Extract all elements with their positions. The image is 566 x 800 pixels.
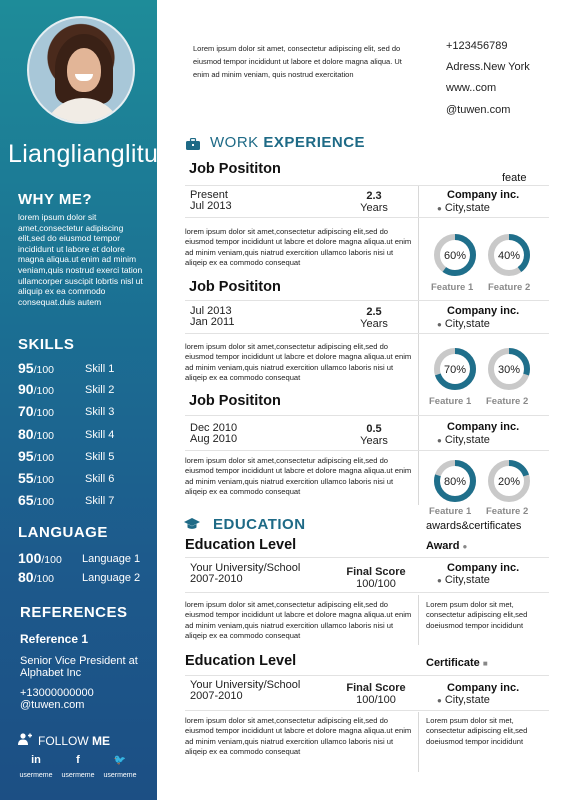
divider [185,675,549,676]
education-description: lorem ipsum dolor sit amet,consectetur adipiscing elit,sed do eiusmod tempor incididunt ut labcre et dolore magna aliqua.ut enim ad minim veniam,quis niatrud exercition ullamco laboris nisi ut aliqeip ex ea commodo consequat [185,600,412,641]
facebook-icon: f [76,754,80,766]
language-row: 80/100 Language 2 [18,569,141,585]
user-icon [18,733,32,748]
company-location: ● City,state [437,202,490,214]
column-divider [418,185,419,505]
social-username: usermeme [61,772,95,779]
divider [185,592,549,593]
skill-row: 95/100 Skill 1 [18,360,115,376]
skill-score: 80 [18,426,34,442]
company-name: Company inc. [447,189,520,201]
awards-certificates-heading: awards&certificates [426,520,522,532]
column-divider [418,595,419,645]
award-description: Lorem psum dolor sit met, consectetur adipiscing elit,sed doeiusmod tempor incididunt [426,600,528,630]
divider [185,450,549,451]
skill-row: 95/100 Skill 5 [18,448,115,464]
language-score: 100 [18,550,42,566]
facebook-link[interactable] [58,754,98,779]
donut-value: 20% [497,476,521,488]
donut-value: 30% [497,364,521,376]
skill-row: 55/100 Skill 6 [18,470,115,486]
twitter-link[interactable] [100,754,140,779]
skill-score: 95 [18,360,34,376]
feature-note: feate [502,172,527,184]
company-location: ● City,state [437,318,490,330]
company-location: ● City,state [437,694,490,706]
location-pin-icon: ● [437,696,442,705]
social-username: usermeme [103,772,137,779]
skill-row: 90/100 Skill 2 [18,381,115,397]
donut-value: 40% [497,250,521,262]
follow-me-heading: FOLLOW ME [18,733,110,748]
contact-email[interactable]: @tuwen.com [446,104,511,116]
job-duration: 2.5 Years [360,306,388,330]
linkedin-link[interactable] [16,754,56,779]
donut-value: 80% [443,476,467,488]
divider [185,710,549,711]
divider [185,557,549,558]
location-pin-icon: ● [437,320,442,329]
language-label: Language 1 [82,553,141,565]
company-location: ● City,state [437,434,490,446]
linkedin-icon: in [31,754,41,766]
final-score: Final Score 100/100 [346,566,406,590]
education-level: Education Level [185,653,297,669]
why-me-text: lorem ipsum dolor sit amet,consectetur adipiscing elit,sed do eiusmod tempor incididunt ut labore et dolore magna aliqua.ut enim ad minim veniam,quis nostrud exerci tation ullamcorper suscipit lobrtis nisl ut aliquip ex ea commodo consequat.duis autem [18,212,143,307]
reference-phone: +13000000000 [20,687,94,699]
column-divider [418,712,419,772]
skill-score: 95 [18,448,34,464]
skill-label: Skill 4 [85,429,115,441]
feature-1-donut [432,232,478,278]
feature-1-donut [432,458,478,504]
feature-2-donut [486,346,532,392]
company-name: Company inc. [447,421,520,433]
feature-label: Feature 1 [431,282,474,293]
language-heading: LANGUAGE [18,524,108,541]
twitter-icon: 🐦 [113,755,127,766]
job-duration: 0.5 Years [360,423,388,447]
divider [185,415,549,416]
language-row: 100/100 Language 1 [18,550,141,566]
award-icon: ● [462,542,468,551]
profile-photo [27,16,135,124]
language-label: Language 2 [82,572,141,584]
divider [185,300,549,301]
job-description: lorem ipsum dolor sit amet,consectetur adipiscing elit,sed do eiusmod tempor incididunt ut labcre et dolore magna aliqua.ut enim ad minim veniam,quis niatrud exercition ullamco laboris nisi ut aliqeip ex ea commodo consequat [185,227,412,268]
intro-text: Lorem ipsum dolor sit amet, consectetur adipiscing elit, sed do eiusmod tempor incididunt ut labore et dolore magna aliqua. Ut enim ad minim veniam, quis nostrud exercitation [193,44,402,79]
job-title: Job Posititon [189,393,281,409]
education-heading: EDUCATION [213,516,306,533]
donut-value: 60% [443,250,467,262]
work-experience-heading: WORK EXPERIENCE [210,134,366,151]
company-name: Company inc. [447,562,520,574]
social-username: usermeme [19,772,53,779]
reference-role: Senior Vice President at Alphabet Inc [20,655,138,679]
skill-label: Skill 1 [85,363,115,375]
feature-2-donut [486,232,532,278]
contact-website[interactable]: www..com [446,82,497,94]
donut-value: 70% [443,364,467,376]
references-heading: REFERENCES [20,604,128,621]
skill-label: Skill 5 [85,451,115,463]
skill-score: 65 [18,492,34,508]
location-pin-icon: ● [437,576,442,585]
company-location: ● City,state [437,574,490,586]
skill-row: 65/100 Skill 7 [18,492,115,508]
reference-title: Reference 1 [20,632,89,646]
skill-label: Skill 3 [85,406,115,418]
divider [185,333,549,334]
award-heading: Award ● [426,540,468,552]
education-level: Education Level [185,537,297,553]
feature-label: Feature 1 [429,506,472,517]
location-pin-icon: ● [437,436,442,445]
feature-label: Feature 1 [429,396,472,407]
sidebar [0,0,157,800]
job-title: Job Posititon [189,279,281,295]
certificate-heading: Certificate ■ [426,657,488,669]
skill-label: Skill 2 [85,384,115,396]
reference-contact [20,688,150,711]
company-name: Company inc. [447,305,520,317]
company-name: Company inc. [447,682,520,694]
feature-1-donut [432,346,478,392]
job-description: lorem ipsum dolor sit amet,consectetur adipiscing elit,sed do eiusmod tempor incididunt ut labcre et dolore magna aliqua.ut enim ad minim veniam,quis niatrud exercition ullamco laboris nisi ut aliqeip ex ea commodo consequat [185,342,412,383]
candidate-name: Lianglianglitu [8,140,159,168]
job-dates: Jul 2013 Jan 2011 [190,305,235,328]
skill-score: 55 [18,470,34,486]
skill-score: 90 [18,381,34,397]
school-info: Your University/School 2007-2010 [190,562,301,585]
job-title: Job Posititon [189,161,281,177]
graduation-cap-icon [184,517,198,529]
job-dates: Dec 2010 Aug 2010 [190,422,238,445]
job-description: lorem ipsum dolor sit amet,consectetur adipiscing elit,sed do eiusmod tempor incididunt ut labcre et dolore magna aliqua.ut enim ad minim veniam,quis niatrud exercition ullamco laboris nisi ut aliqeip ex ea commodo consequat [185,456,412,497]
skills-heading: SKILLS [18,336,75,353]
briefcase-icon [186,137,200,149]
why-me-heading: WHY ME? [18,191,93,208]
final-score: Final Score 100/100 [346,682,406,706]
feature-label: Feature 2 [486,396,529,407]
feature-label: Feature 2 [486,506,529,517]
job-duration: 2.3 Years [360,190,388,214]
skill-row: 70/100 Skill 3 [18,403,115,419]
job-dates: Present Jul 2013 [190,189,232,212]
skill-row: 80/100 Skill 4 [18,426,115,442]
skill-label: Skill 6 [85,473,115,485]
divider [185,185,549,186]
reference-email: @tuwen.com [20,698,85,711]
skill-score: 70 [18,403,34,419]
location-pin-icon: ● [437,204,442,213]
contact-phone: +123456789 [446,40,508,52]
school-info: Your University/School 2007-2010 [190,679,301,702]
feature-label: Feature 2 [488,282,531,293]
feature-2-donut [486,458,532,504]
certificate-icon: ■ [482,659,488,668]
language-score: 80 [18,569,34,585]
divider [185,217,549,218]
skill-label: Skill 7 [85,495,115,507]
education-description: lorem ipsum dolor sit amet,consectetur adipiscing elit,sed do eiusmod tempor incididunt ut labcre et dolore magna aliqua.ut enim ad minim veniam,quis niatrud exercition ullamco laboris nisi ut aliqeip ex ea commodo consequat [185,716,412,757]
contact-address: Adress.New York [446,61,530,73]
certificate-description: Lorem psum dolor sit met, consectetur adipiscing elit,sed doeiusmod tempor incididunt [426,716,528,746]
